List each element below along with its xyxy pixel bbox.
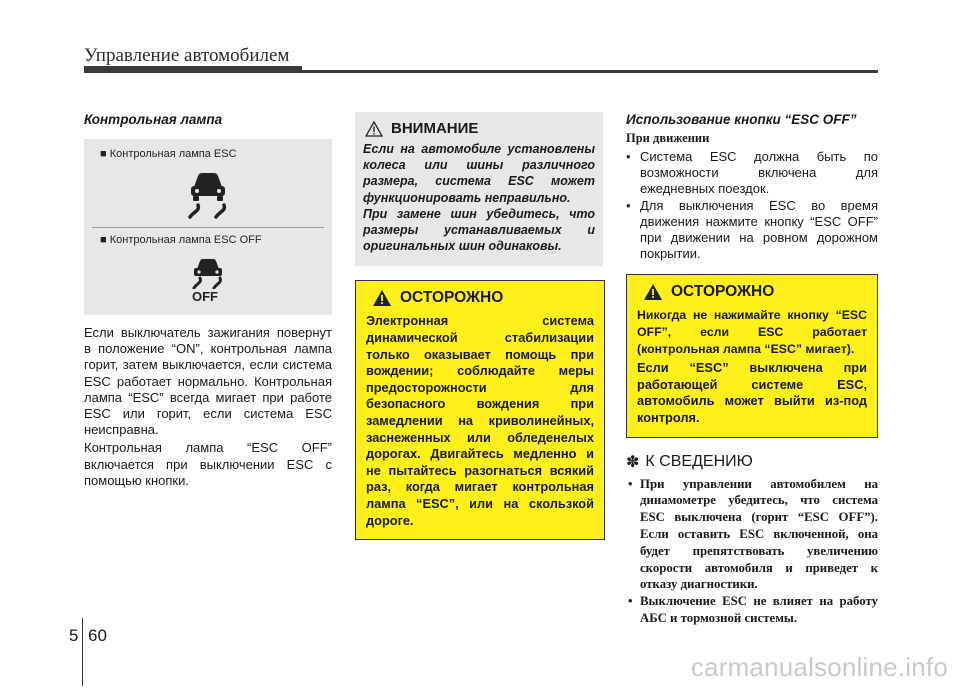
esc-warning-lamp-icon xyxy=(184,167,232,219)
info-section xyxy=(626,452,878,627)
list-item: • Система ESC должна быть по возможности включена для ежедневных поездок. xyxy=(626,149,878,197)
caution-header xyxy=(372,289,594,307)
caution-triangle-icon xyxy=(372,289,392,307)
warning-triangle-icon xyxy=(365,121,383,137)
warning-box xyxy=(355,112,603,266)
panel-item-esc-off xyxy=(100,234,262,246)
panel-divider xyxy=(92,227,324,228)
page-number: 60 xyxy=(88,626,107,645)
off-label: OFF xyxy=(192,289,218,304)
caution-box-stability xyxy=(355,280,605,540)
page-number-divider xyxy=(82,618,83,686)
panel-item-esc-label: Контрольная лампа ESC xyxy=(109,148,237,160)
esc-off-description: Контрольная лампа “ESC OFF” включается при выключении ESC с помощью кнопки. xyxy=(84,440,332,488)
subheading-driving: При движении xyxy=(626,131,710,145)
info-title: К СВЕДЕНИЮ xyxy=(645,452,753,470)
caution-text-loss-control: Если “ESC” выключена при работающей системе ESC, автомобиль может выйти из-под контроля. xyxy=(637,360,867,425)
caution-text-never-press: Никогда не нажимайте кнопку “ESC OFF”, если ESC работает (контрольная лампа “ESC” мигает). xyxy=(637,308,867,356)
driving-bullets xyxy=(626,149,878,262)
middle-column xyxy=(355,112,603,540)
esc-off-lamp-icon xyxy=(188,255,228,289)
watermark: carmanualsonline.info xyxy=(690,652,948,682)
bullet-dot-icon: • xyxy=(628,594,633,609)
section-number: 5 xyxy=(69,626,79,645)
square-bullet-icon: ■ xyxy=(100,234,107,246)
indicator-panel xyxy=(84,139,332,315)
square-bullet-icon: ■ xyxy=(100,148,107,160)
caution-box-esc-off xyxy=(626,274,878,437)
bullet-dot-icon: • xyxy=(628,476,633,491)
caution-title: ОСТОРОЖНО xyxy=(400,289,504,307)
caution-text: Электронная система динамической стабилизации только оказывает помощь при вождении; соблюдайте меры предосторожности для безопасного вождения при замедлении на криволинейных, заснеженных или обледенелых дорогах. Двигайтесь медленно и не пытайтесь разогнаться всякий раз, когда мигает контрольная лампа “ESC”, или на скользкой дороге. xyxy=(366,313,594,528)
info-header xyxy=(626,452,878,472)
bullet-dot-icon: • xyxy=(626,149,631,164)
bullet-dot-icon: • xyxy=(626,197,631,213)
caution-triangle-icon xyxy=(643,283,663,301)
indicator-description: Если выключатель зажигания повернут в положение “ON”, контрольная лампа горит, затем выключается, если система ESC работает нормально. Контрольная лампа “ESC” всегда мигает при работе ESC или горит, если система ESC неисправна. xyxy=(84,325,332,438)
right-column xyxy=(626,112,878,627)
warning-header xyxy=(365,120,595,137)
caution-title: ОСТОРОЖНО xyxy=(671,283,775,301)
left-column xyxy=(84,112,332,489)
list-item: • При управлении автомобилем на динамометре убедитесь, что система ESC выключена (горит “ESC OFF”). Если оставить ESC включенной, она будет препятствовать увеличению скорости автомобиля и приведет к отказу диагностики. xyxy=(628,476,878,592)
caution-header xyxy=(643,283,867,301)
warning-title: ВНИМАНИЕ xyxy=(391,120,479,137)
section-title-esc-off: Использование кнопки “ESC OFF” xyxy=(626,112,857,127)
warning-text-replace: При замене шин убедитесь, что размеры устанавливаемых и оригинальных шин одинаковы. xyxy=(363,206,595,254)
list-item: • Выключение ESC не влияет на работу АБС и тормозной системы. xyxy=(628,594,878,625)
panel-item-esc-off-label: Контрольная лампа ESC OFF xyxy=(109,234,262,246)
info-bullets xyxy=(626,476,878,627)
page-header-title: Управление автомобилем xyxy=(84,45,290,66)
header-rule xyxy=(84,70,878,73)
panel-item-esc xyxy=(100,148,237,160)
list-item: • Для выключения ESC во время движения нажмите кнопку “ESC OFF” при движении на ровном дорожном покрытии. xyxy=(626,197,878,262)
warning-text-sizes: Если на автомобиле установлены колеса или шины различного размера, система ESC может функционировать неправильно. xyxy=(363,142,595,205)
section-title-indicator: Контрольная лампа xyxy=(84,112,223,127)
asterisk-icon: ✽ xyxy=(626,453,640,471)
